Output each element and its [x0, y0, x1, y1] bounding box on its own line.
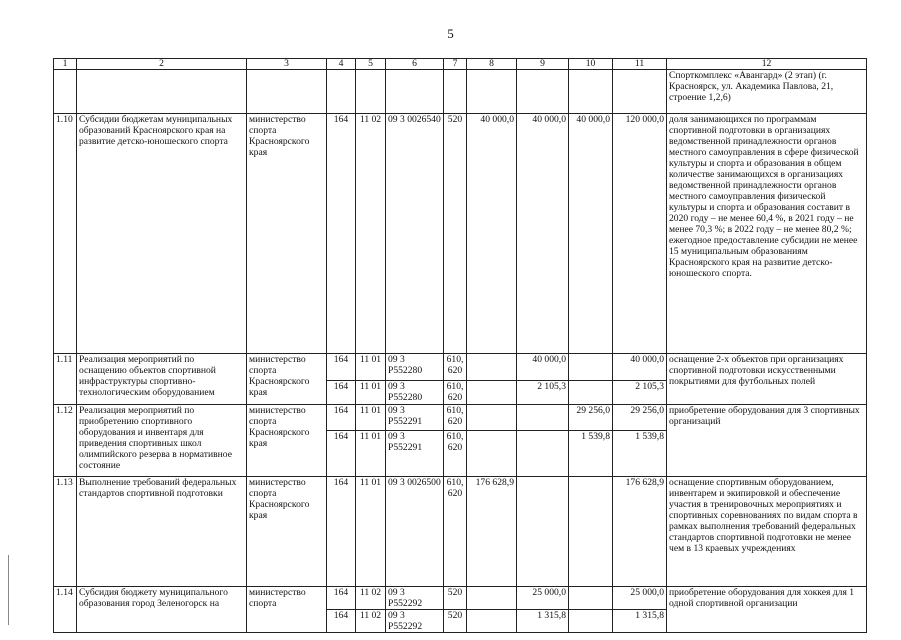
grbs-cell: 164 [327, 354, 356, 381]
expense-type-cell: 610, 620 [444, 431, 467, 477]
target-article-cell: 09 3 0026540 [386, 114, 444, 354]
column-header-row [54, 59, 867, 70]
amount-2021-cell: 25 000,0 [517, 587, 569, 610]
section-cell: 11 01 [356, 477, 386, 587]
amount-2020-cell [467, 354, 517, 381]
agency-cell: министерство спорта [247, 587, 327, 633]
amount-2021-cell: 40 000,0 [517, 114, 569, 354]
section-cell: 11 02 [356, 587, 386, 610]
measure-name-cell: Выполнение требований федеральных стандартов спортивной подготовки [77, 477, 247, 587]
scan-artifact [8, 555, 9, 625]
budget-table [53, 58, 867, 633]
column-header: 5 [356, 59, 386, 70]
grbs-cell: 164 [327, 381, 356, 405]
column-header: 3 [247, 59, 327, 70]
continuation-row [54, 70, 867, 114]
amount-2021-cell: 2 105,3 [517, 381, 569, 405]
section-cell: 11 01 [356, 431, 386, 477]
grbs-cell: 164 [327, 587, 356, 610]
expense-type-cell: 610, 620 [444, 381, 467, 405]
total-cell: 2 105,3 [613, 381, 667, 405]
expense-type-cell: 610, 620 [444, 354, 467, 381]
column-header: 11 [613, 59, 667, 70]
target-article-cell: 09 3 P552291 [386, 405, 444, 431]
column-header: 9 [517, 59, 569, 70]
amount-2022-cell [569, 610, 613, 633]
section-cell: 11 02 [356, 114, 386, 354]
expense-type-cell: 610, 620 [444, 405, 467, 431]
measure-name-cell: Субсидии бюджетам муниципальных образований Красноярского края на развитие детско-юношеского спорта [77, 114, 247, 354]
row-number-cell: 1.12 [54, 405, 77, 477]
amount-2020-cell: 40 000,0 [467, 114, 517, 354]
column-header: 6 [386, 59, 444, 70]
amount-2020-cell [467, 610, 517, 633]
amount-2022-cell [569, 381, 613, 405]
agency-cell: министерство спорта Красноярского края [247, 354, 327, 405]
table-row [54, 114, 867, 354]
amount-2022-cell: 40 000,0 [569, 114, 613, 354]
amount-2020-cell [467, 405, 517, 431]
measure-name-cell: Реализация мероприятий по приобретению спортивного оборудования и инвентаря для приведения спортивных школ олимпийского резерва в нормативное состояние [77, 405, 247, 477]
expense-type-cell: 520 [444, 114, 467, 354]
total-cell: 29 256,0 [613, 405, 667, 431]
total-cell: 120 000,0 [613, 114, 667, 354]
section-cell: 11 01 [356, 354, 386, 381]
amount-2022-cell: 29 256,0 [569, 405, 613, 431]
target-article-cell: 09 3 P552280 [386, 354, 444, 381]
measure-name-cell: Субсидия бюджету муниципального образования город Зеленогорск на [77, 587, 247, 633]
section-cell: 11 01 [356, 405, 386, 431]
row-number-cell: 1.13 [54, 477, 77, 587]
expense-type-cell: 610, 620 [444, 477, 467, 587]
amount-2022-cell [569, 477, 613, 587]
agency-cell: министерство спорта Красноярского края [247, 477, 327, 587]
amount-2021-cell [517, 405, 569, 431]
amount-2022-cell [569, 354, 613, 381]
section-cell: 11 02 [356, 610, 386, 633]
total-cell: 1 539,8 [613, 431, 667, 477]
continuation-text: Спорткомплекс «Авангард» (2 этап) (г. Красноярск, ул. Академика Павлова, 21, строение 1,2,6) [667, 70, 867, 114]
agency-cell: министерство спорта Красноярского края [247, 114, 327, 354]
row-number-cell: 1.14 [54, 587, 77, 633]
expense-type-cell: 520 [444, 610, 467, 633]
target-article-cell: 09 3 0026500 [386, 477, 444, 587]
amount-2022-cell [569, 587, 613, 610]
table-row [54, 477, 867, 587]
grbs-cell: 164 [327, 431, 356, 477]
total-cell: 1 315,8 [613, 610, 667, 633]
amount-2021-cell [517, 431, 569, 477]
agency-cell: министерство спорта Красноярского края [247, 405, 327, 477]
grbs-cell: 164 [327, 405, 356, 431]
expected-result-cell: доля занимающихся по программам спортивной подготовки в организациях ведомственной принадлежности органов местного самоуправления в сфере физической культуры и спорта и образования в общем количестве занимающихся в организациях ведомственной принадлежности органов местного самоуправления физической культуры и спорта и образования составит в 2020 году – не менее 60,4 %, в 2021 году – не менее 70,3 %; в 2022 году – не менее 80,2 %; ежегодное предоставление субсидии не менее 15 муниципальным образованиям Красноярского края на развитие детско-юношеского спорта. [667, 114, 867, 354]
expected-result-cell: оснащение спортивным оборудованием, инвентарем и экипировкой и обеспечение участия в тренировочных мероприятиях и спортивных соревнованиях по видам спорта в рамках выполнения требований федеральных стандартов спортивной подготовки не менее чем в 13 краевых учреждениях [667, 477, 867, 587]
grbs-cell: 164 [327, 114, 356, 354]
column-header: 4 [327, 59, 356, 70]
amount-2020-cell [467, 587, 517, 610]
target-article-cell: 09 3 P552292 [386, 610, 444, 633]
amount-2020-cell [467, 431, 517, 477]
expected-result-cell: приобретение оборудования для хоккея для 1 одной спортивной организации [667, 587, 867, 633]
target-article-cell: 09 3 P552292 [386, 587, 444, 610]
target-article-cell: 09 3 P552291 [386, 431, 444, 477]
total-cell: 40 000,0 [613, 354, 667, 381]
amount-2021-cell: 40 000,0 [517, 354, 569, 381]
target-article-cell: 09 3 P552280 [386, 381, 444, 405]
column-header: 12 [667, 59, 867, 70]
table-row [54, 405, 867, 431]
column-header: 1 [54, 59, 77, 70]
amount-2020-cell: 176 628,9 [467, 477, 517, 587]
amount-2022-cell: 1 539,8 [569, 431, 613, 477]
amount-2021-cell: 1 315,8 [517, 610, 569, 633]
expense-type-cell: 520 [444, 587, 467, 610]
page-number: 5 [447, 26, 454, 41]
column-header: 8 [467, 59, 517, 70]
row-number-cell: 1.10 [54, 114, 77, 354]
total-cell: 25 000,0 [613, 587, 667, 610]
column-header: 7 [444, 59, 467, 70]
total-cell: 176 628,9 [613, 477, 667, 587]
section-cell: 11 01 [356, 381, 386, 405]
column-header: 2 [77, 59, 247, 70]
measure-name-cell: Реализация мероприятий по оснащению объектов спортивной инфраструктуры спортивно-технологическим оборудованием [77, 354, 247, 405]
expected-result-cell: оснащение 2-х объектов при организациях спортивной подготовки искусственными покрытиями для футбольных полей [667, 354, 867, 405]
grbs-cell: 164 [327, 477, 356, 587]
table-row [54, 587, 867, 610]
row-number-cell: 1.11 [54, 354, 77, 405]
amount-2020-cell [467, 381, 517, 405]
grbs-cell: 164 [327, 610, 356, 633]
amount-2021-cell [517, 477, 569, 587]
expected-result-cell: приобретение оборудования для 3 спортивных организаций [667, 405, 867, 477]
table-row [54, 354, 867, 381]
column-header: 10 [569, 59, 613, 70]
